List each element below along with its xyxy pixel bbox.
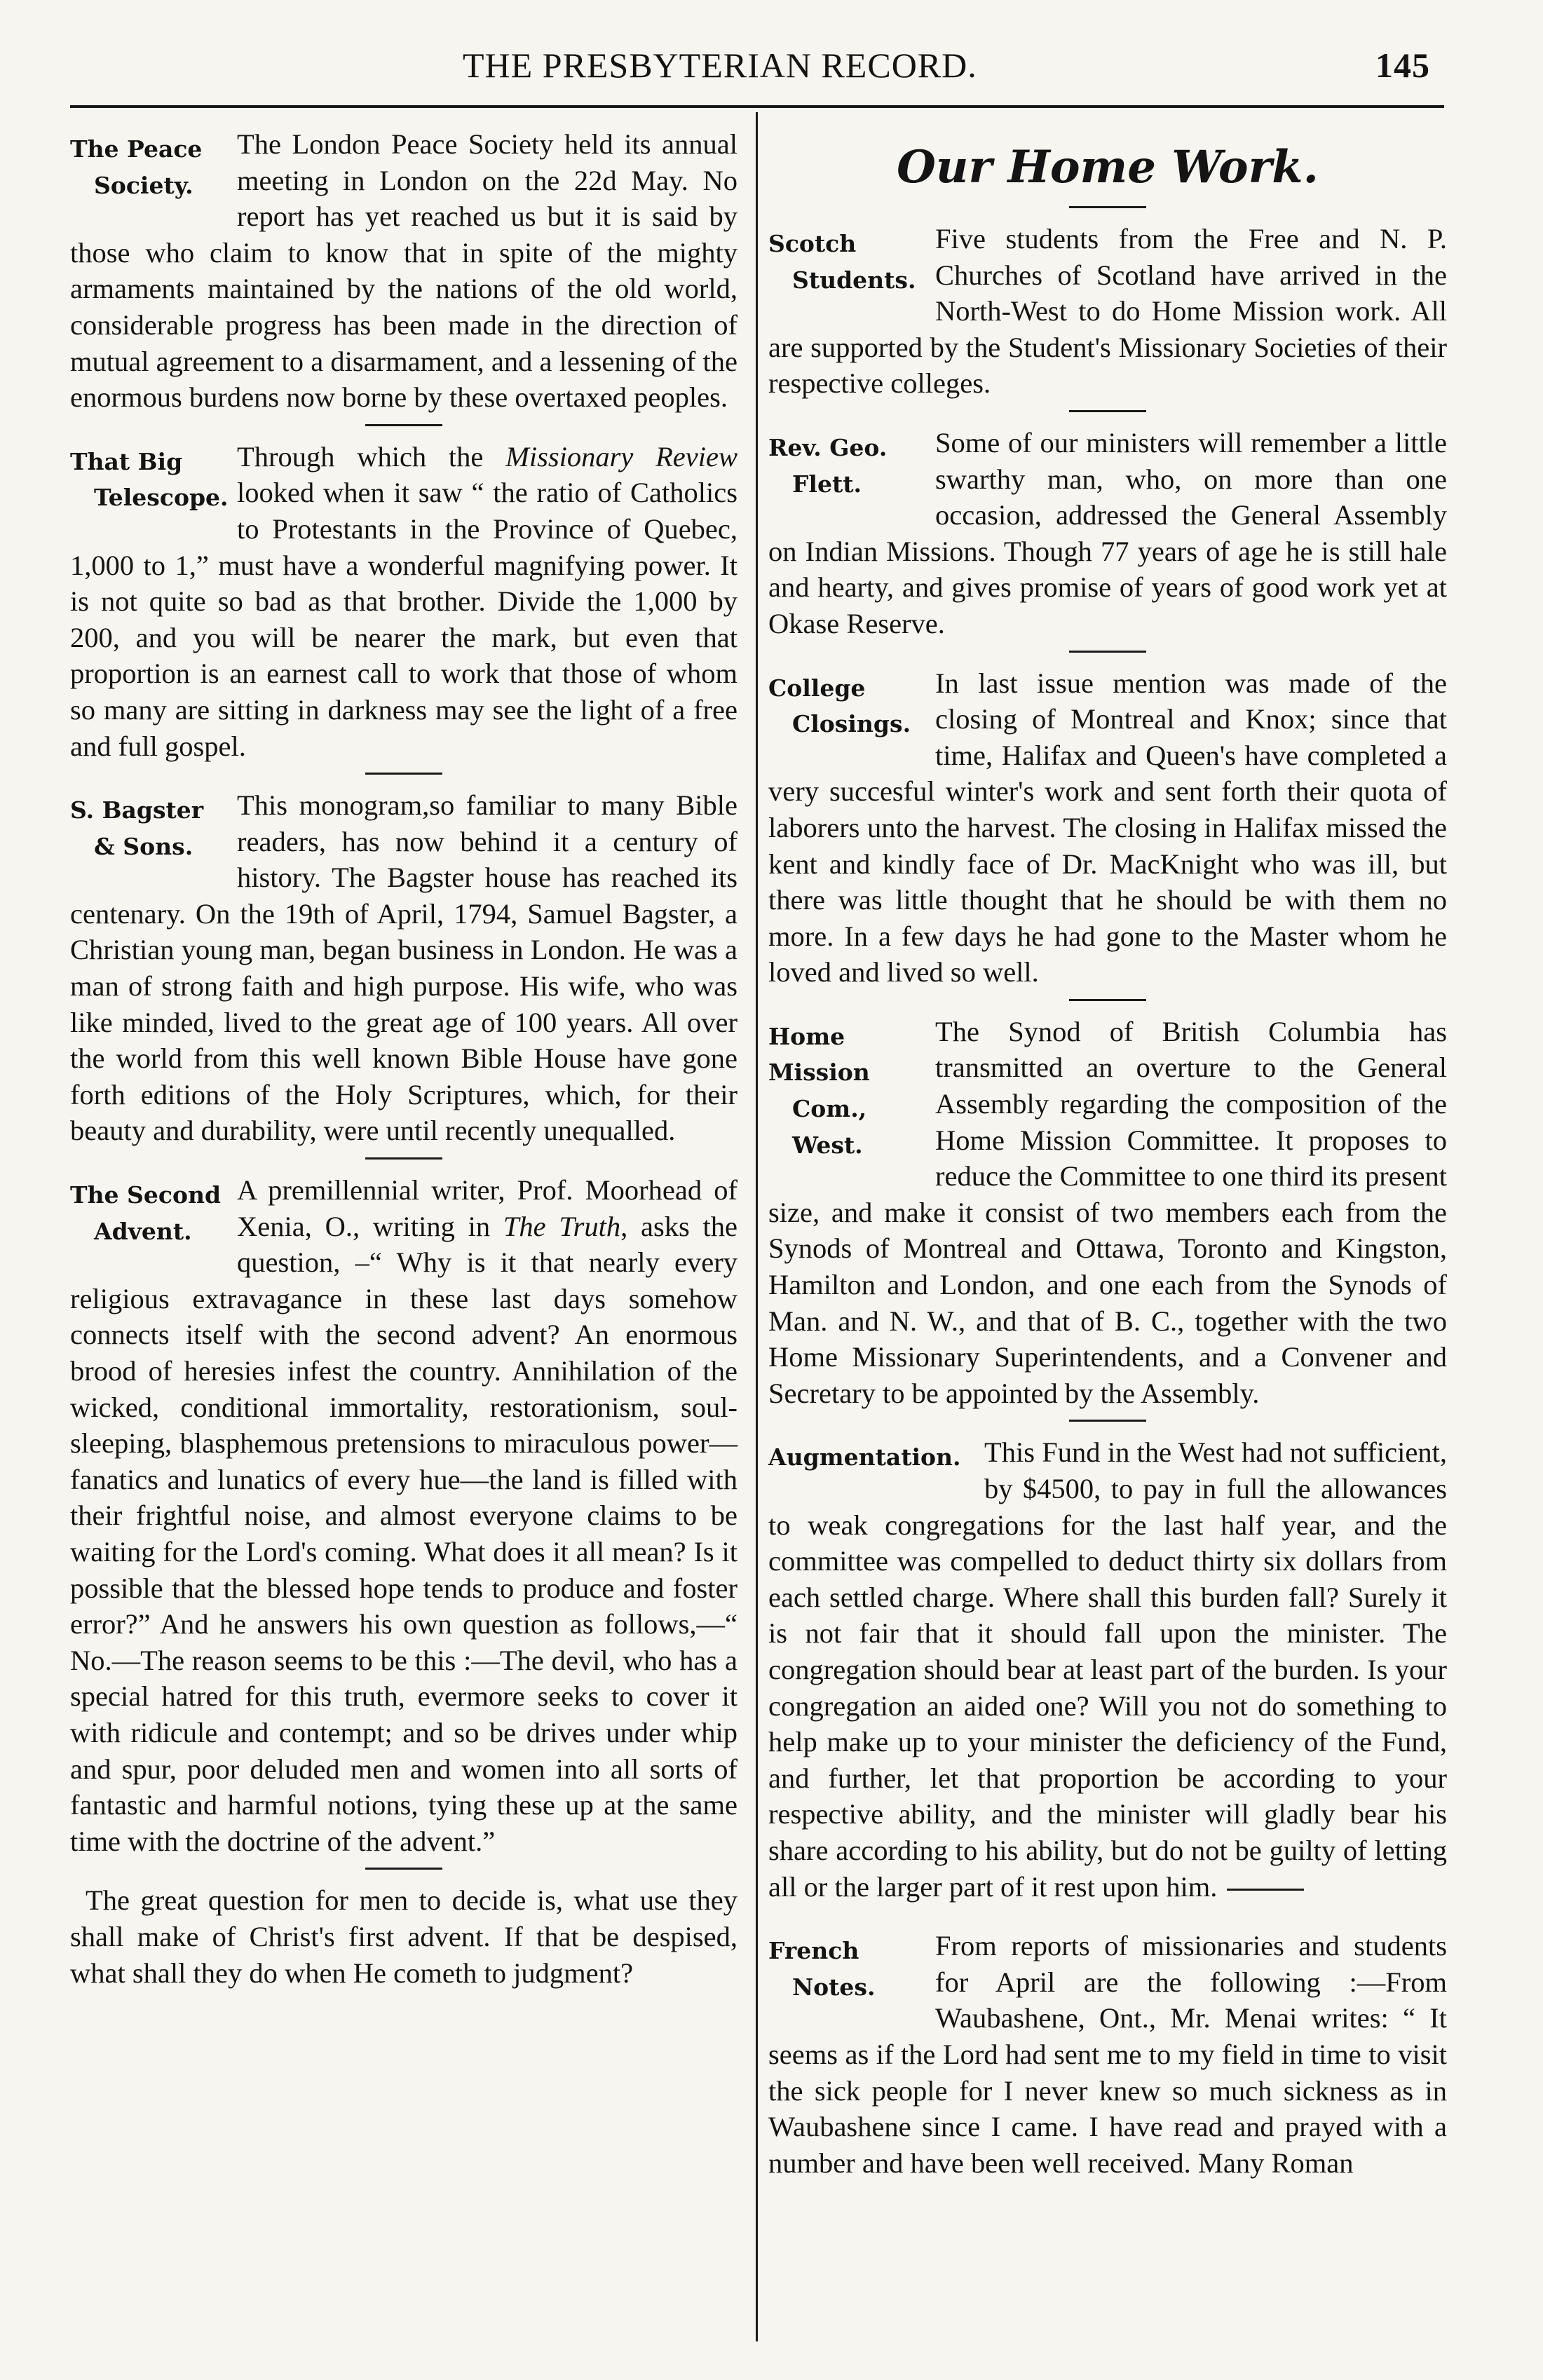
- side-heading-line: Telescope.: [94, 484, 229, 512]
- side-heading-line: S. Bagster: [70, 796, 204, 824]
- separator-rule: [365, 773, 442, 775]
- side-heading-line: Scotch: [768, 230, 857, 257]
- side-heading: [768, 1019, 930, 1163]
- section-title: Our Home Work.: [897, 141, 1319, 193]
- separator-rule: [365, 1868, 442, 1870]
- separator-rule: [1069, 1420, 1146, 1422]
- article-augmentation: [768, 1434, 1447, 1905]
- side-heading-line: Com., West.: [792, 1095, 867, 1159]
- text-run: , asks the question, –“ Why is it that nearly every religious extravagance in these last days somehow connects itself with the second advent? An enormous brood of heresies infest the country. Annihilation of the wicked, conditional immortality, restorationism, soul-sleeping, blasphemous pretensions to miraculous power—fanatics and lunatics of every hue—the land is filled with their frightful noise, and almost everyone claims to be waiting for the Lord's coming. What does it all mean? Is it possible that the blessed hope tends to produce and foster error?” And he answers his own question as follows,—“ No.—The reason seems to be this :—The devil, who has a special hatred for this truth, evermore seeks to cover it with ridicule and contempt; and so be drives under whip and spur, poor deluded men and women into all sorts of fantastic and harmful notions, tying these up at the same time with the doctrine of the advent.”: [70, 1210, 737, 1857]
- separator-rule: [1069, 999, 1146, 1001]
- side-heading-line: That Big: [70, 447, 183, 475]
- side-heading: [768, 1439, 979, 1476]
- separator-rule: [365, 424, 442, 426]
- side-heading: [768, 430, 930, 502]
- side-heading-line: Flett.: [792, 470, 862, 498]
- side-heading-line: Home Mission: [768, 1022, 870, 1087]
- side-heading: [70, 444, 231, 516]
- text-run: This Fund in the West had not sufficient, by $4500, to pay in full the allowances to weak congregations for the last half year, and the committee was compelled to deduct thirty six dollars from each settled charge. Where shall this burden fall? Surely it is not fair that it should fall upon the minister. The congregation should bear at least part of the burden. Is your congregation an aided one? Will you not do something to help make up to your minister the deficiency of the Fund, and further, let that proportion be according to your respective ability, and the minister will gladly bear his share according to his ability, but do not be guilty of letting all or the larger part of it rest upon him.: [768, 1436, 1447, 1903]
- side-heading-line: The Second: [70, 1181, 222, 1209]
- right-column: [768, 126, 1447, 2189]
- article-bagster: [70, 787, 737, 1149]
- article-text: Five students from the Free and N. P. Churches of Scotland have arrived in the North-West to do Home Mission work. All are supported by the Student's Missionary Societies of their respective colleges.: [768, 223, 1447, 400]
- article-text: From reports of missionaries and students for April are the following :—From Waubashene, Ont., Mr. Menai writes: “ It seems as if the Lord had sent me to my field in time to visit the sick people for I never knew so much sickness as in Waubashene since I came. I have read and prayed with a number and have been well received. Many Roman: [768, 1930, 1447, 2179]
- side-heading-line: French: [768, 1937, 859, 1965]
- spacer: [1069, 1913, 1146, 1915]
- side-heading-line: & Sons.: [94, 832, 193, 860]
- article-french-notes: [768, 1928, 1447, 2181]
- italic-title: Missionary Review: [505, 440, 737, 472]
- column-rule: [756, 112, 758, 2341]
- article-text: Some of our ministers will remember a little swarthy man, who, on more than one occasion, addressed the General Assembly on Indian Missions. Though 77 years of age he is still hale and hearty, and gives promise of years of good work yet at Okase Reserve.: [768, 426, 1447, 639]
- article-peace-society: [70, 126, 737, 416]
- article-text: This monogram,so familiar to many Bible readers, has now behind it a century of history. The Bagster house has reached its centenary. On the 19th of April, 1794, Samuel Bagster, a Christian young man, began business in London. He was a man of strong faith and high purpose. His wife, who was like minded, lived to the great age of 100 years. All over the world from this well known Bible House have gone forth editions of the Holy Scriptures, which, for their beauty and durability, were until recently unequalled.: [70, 789, 737, 1147]
- header-rule: [70, 105, 1444, 108]
- separator-rule: [1069, 206, 1146, 208]
- article-text: [768, 1434, 1447, 1905]
- article-text: [70, 1172, 737, 1859]
- side-heading-line: Notes.: [792, 1973, 876, 2001]
- separator-rule: [365, 1157, 442, 1160]
- text-run: Through which the: [237, 440, 506, 472]
- article-big-telescope: [70, 439, 737, 764]
- side-heading-line: The Peace: [70, 135, 203, 163]
- article-college-closings: [768, 665, 1447, 991]
- side-heading-line: College: [768, 674, 866, 702]
- side-heading: [70, 131, 231, 203]
- side-heading-line: Society.: [94, 171, 193, 199]
- side-heading-line: Closings.: [792, 710, 911, 738]
- separator-rule: [1069, 410, 1146, 412]
- italic-title: The Truth: [503, 1210, 621, 1242]
- article-text: The Synod of British Columbia has transmitted an overture to the General Assembly regarding the composition of the Home Mission Committee. It proposes to reduce the Committee to one third its present size, and make it consist of two members each from the Synods of Montreal and Ottawa, Toronto and Kingston, Hamilton and London, and one each from the Synods of Man. and N. W., and that of B. C., together with the two Home Missionary Superintendents, and a Convener and Secretary to be appointed by the Assembly.: [768, 1015, 1447, 1409]
- side-heading-line: Rev. Geo.: [768, 433, 888, 461]
- article-text: The great question for men to decide is, what use they shall make of Christ's first advent. If that be despised, what shall they do when He cometh to judgment?: [70, 1884, 737, 1989]
- left-column: [70, 126, 737, 1999]
- side-heading: [70, 1177, 231, 1249]
- article-rev-flett: [768, 425, 1447, 642]
- article-second-advent: [70, 1172, 737, 1859]
- side-heading: [768, 226, 930, 298]
- text-run: looked when it saw “ the ratio of Catholics to Protestants in the Province of Quebec, 1,000 to 1,” must have a wonderful magnifying power. It is not quite so bad as that brother. Divide the 1,000 by 200, and you will be nearer the mark, but even that proportion is an earnest call to work that those of whom so many are sitting in darkness may see the light of a free and full gospel.: [70, 477, 737, 762]
- article-text: The London Peace Society held its annual meeting in London on the 22d May. No report has yet reached us but it is said by those who claim to know that in spite of the mighty armaments maintained by the nations of the old world, considerable progress has been made in the direction of mutual agreement to a disarmament, and a lessening of the enormous burdens now borne by these overtaxed peoples.: [70, 128, 737, 414]
- article-text: In last issue mention was made of the closing of Montreal and Knox; since that time, Halifax and Queen's have completed a very succesful winter's work and sent forth their quota of laborers unto the harvest. The closing in Halifax missed the kent and kindly face of Dr. MacKnight who was ill, but there was little thought that he should be with them no more. In a few days he had gone to the Master whom he loved and lived so well.: [768, 667, 1447, 988]
- side-heading-line: Advent.: [94, 1217, 192, 1245]
- page-number: 145: [1375, 46, 1430, 85]
- separator-rule: [1227, 1889, 1304, 1891]
- side-heading: [768, 1933, 930, 2005]
- article-home-mission: [768, 1014, 1447, 1412]
- side-heading-line: Students.: [792, 266, 916, 294]
- side-heading: [768, 670, 930, 742]
- separator-rule: [1069, 651, 1146, 653]
- text-run: A premillennial writer, Prof. Moorhead of Xenia, O., writing in: [237, 1174, 737, 1242]
- publication-title: THE PRESBYTERIAN RECORD.: [463, 46, 977, 85]
- side-heading-line: Augmentation.: [768, 1443, 961, 1471]
- side-heading: [70, 792, 231, 864]
- article-scotch-students: [768, 221, 1447, 402]
- running-head: [70, 45, 1444, 101]
- article-closing-paragraph: [70, 1882, 737, 1991]
